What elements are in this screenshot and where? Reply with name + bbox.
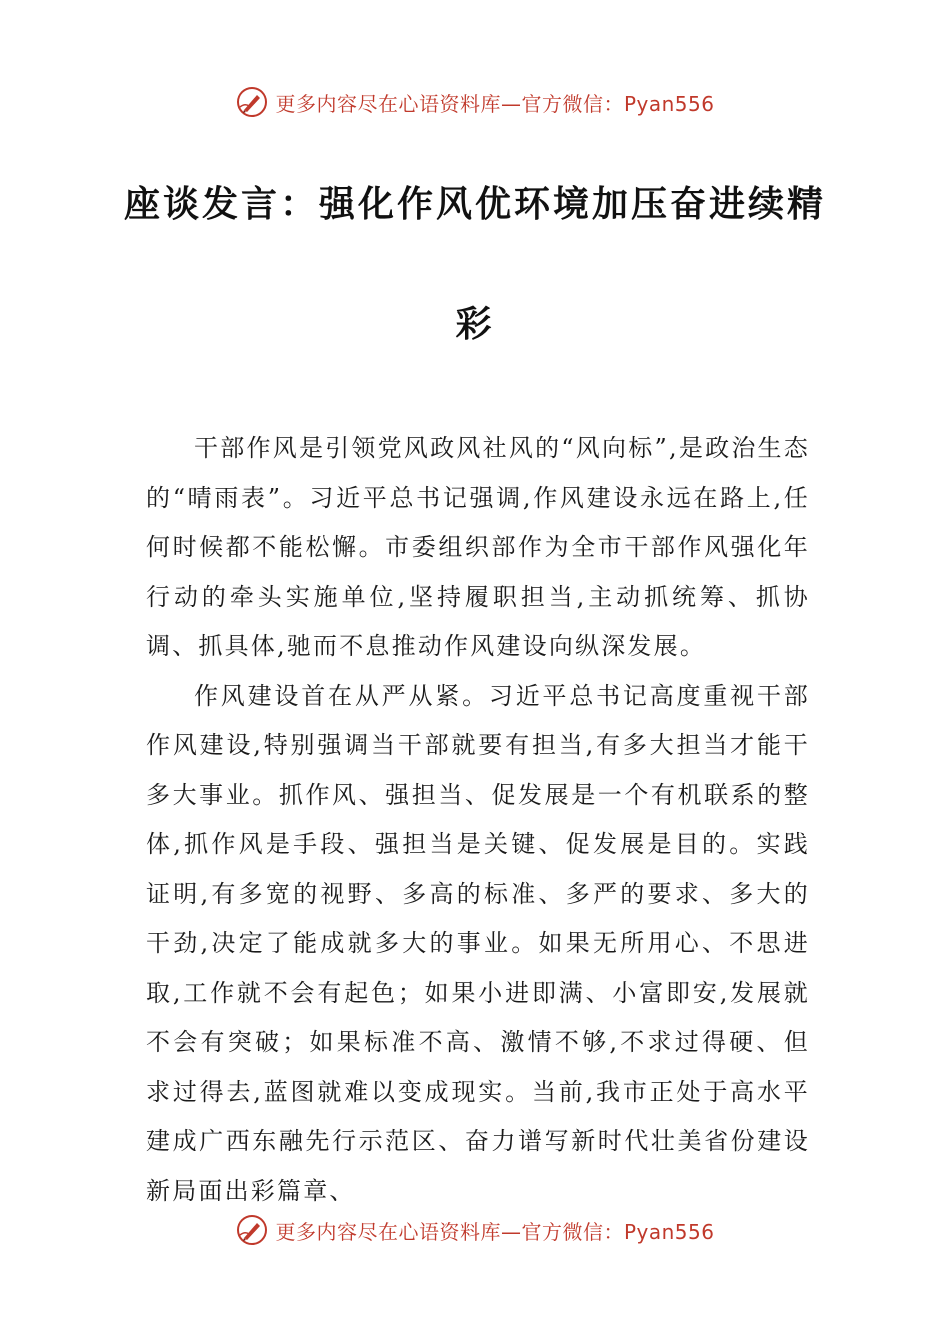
watermark-text: 更多内容尽在心语资料库—官方微信：Pyan556: [275, 91, 715, 116]
document-title-line1: 座谈发言：强化作风优环境加压奋进续精: [123, 183, 826, 225]
document-title-line2: 彩: [455, 303, 495, 345]
watermark-text: 更多内容尽在心语资料库—官方微信：Pyan556: [275, 1219, 715, 1244]
pen-logo-icon: [235, 85, 269, 119]
paragraph-1: 干部作风是引领党风政风社风的“风向标”,是政治生态的“晴雨表”。习近平总书记强调,作风建设永远在路上,任何时候都不能松懈。市委组织部作为全市干部作风强化年行动的牵头实施单位,坚持履职担当,主动抓统筹、抓协调、抓具体,驰而不息推动作风建设向纵深发展。: [146, 434, 810, 660]
document-body: [146, 424, 810, 1216]
paragraph-2: 作风建设首在从严从紧。习近平总书记高度重视干部作风建设,特别强调当干部就要有担当,有多大担当才能干多大事业。抓作风、强担当、促发展是一个有机联系的整体,抓作风是手段、强担当是关键、促发展是目的。实践证明,有多宽的视野、多高的标准、多严的要求、多大的干劲,决定了能成就多大的事业。如果无所用心、不思进取,工作就不会有起色；如果小进即满、小富即安,发展就不会有突破；如果标准不高、激情不够,不求过得硬、但求过得去,蓝图就难以变成现实。当前,我市正处于高水平建成广西东融先行示范区、奋力谱写新时代壮美省份建设新局面出彩篇章、: [146, 681, 810, 1205]
header-watermark: [0, 82, 950, 122]
pen-logo-icon: [235, 1213, 269, 1247]
footer-watermark: [0, 1210, 950, 1250]
